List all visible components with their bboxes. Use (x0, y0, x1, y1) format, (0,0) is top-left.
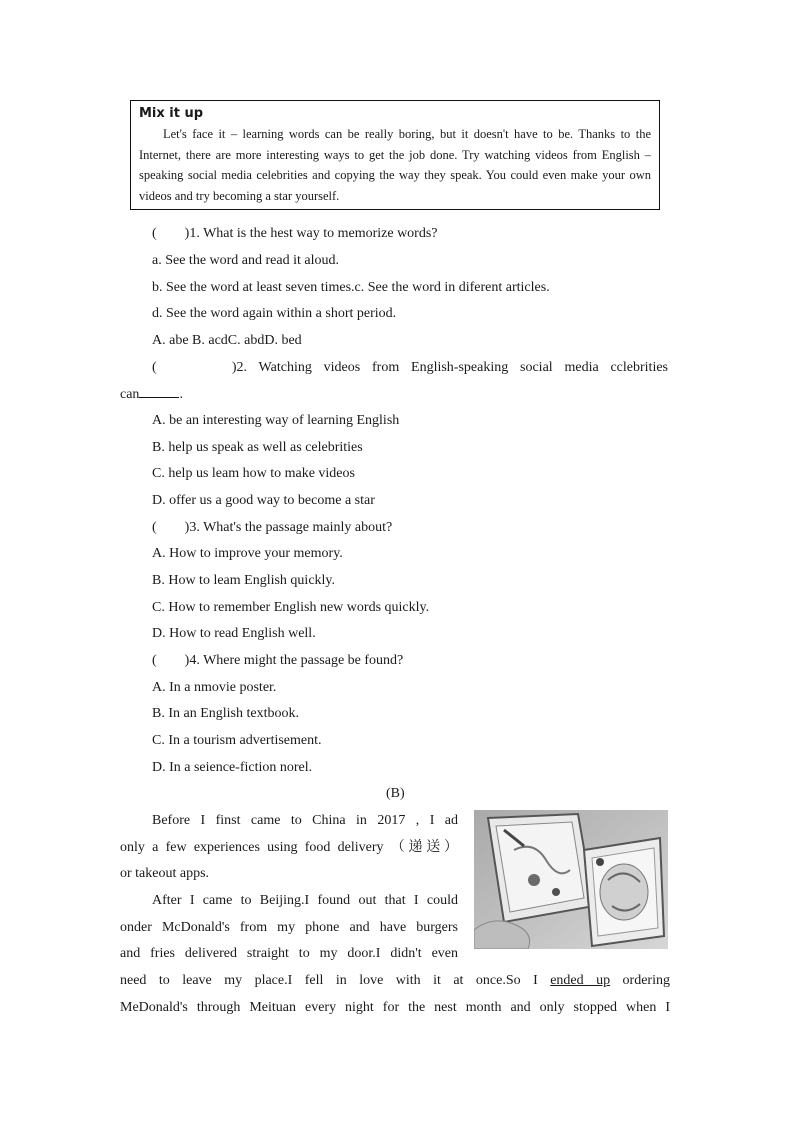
answer-blank (139, 385, 179, 398)
q2-option-c: C. help us leam how to make videos (152, 466, 355, 481)
passage-b-line-8: MeDonald's through Meituan every night for the nest month and only stopped when I (120, 1000, 670, 1015)
q1-stem: ( )1. What is the hest way to memorize words? (152, 226, 438, 241)
q2-option-b: B. help us speak as well as celebrities (152, 440, 363, 455)
q4-option-d: D. In a seience-fiction norel. (152, 760, 313, 775)
q3-option-d: D. How to read English well. (152, 626, 316, 641)
q2-stem: ( )2. Watching videos from English-speaking social media cclebrities (152, 360, 668, 375)
q4-option-a: A. In a nmovie poster. (152, 680, 277, 695)
passage-b-line-1: Before I finst came to China in 2017 , I ad (152, 813, 458, 828)
q3-option-b: B. How to leam English quickly. (152, 573, 336, 588)
q1-item-d: d. See the word again within a short period. (152, 306, 397, 321)
passage-box-body: Let's face it – learning words can be really boring, but it doesn't have to be. Thanks to the Internet, there are more interesting ways to get the job done. Try watching videos from English – speaking social media celebrities and copying the way they speak. You could even make your own videos and try becoming a star yourself. (139, 127, 651, 203)
q3-option-c: C. How to remember English new words quickly. (152, 600, 430, 615)
q2-stem-can: can (120, 387, 140, 402)
q1-item-a: a. See the word and read it aloud. (152, 253, 339, 268)
q2-stem-cont (120, 385, 183, 404)
underlined-phrase: ended up (550, 973, 611, 988)
q2-option-d: D. offer us a good way to become a star (152, 493, 375, 508)
passage-b-line-5: onder McDonald's from my phone and have burgers (120, 920, 458, 935)
food-container-photo (474, 810, 668, 949)
passage-b-line-2: only a few experiences using food delivery （递送） (120, 840, 458, 855)
passage-b-line-7-end: ordering (610, 973, 670, 988)
q2-option-a: A. be an interesting way of learning English (152, 413, 400, 428)
passage-box (130, 100, 660, 210)
q4-option-c: C. In a tourism advertisement. (152, 733, 322, 748)
passage-b-line-7-start: need to leave my place.I fell in love with it at once.So I (120, 973, 551, 988)
passage-b-line-3: or takeout apps. (120, 866, 210, 881)
passage-box-title: Mix it up (139, 106, 204, 121)
q4-option-b: B. In an English textbook. (152, 706, 299, 721)
q1-item-b: b. See the word at least seven times.c. See the word in diferent articles. (152, 280, 550, 295)
passage-b-line-6: and fries delivered straight to my door.I didn't even (120, 946, 458, 961)
q3-option-a: A. How to improve your memory. (152, 546, 343, 561)
passage-b-line-4: After I came to Beijing.I found out that I could (152, 893, 458, 908)
passage-b-line-7 (120, 972, 670, 990)
passage-box-text (139, 124, 651, 206)
passage-b-heading: (B) (386, 786, 405, 801)
q1-options: A. abe B. acdC. abdD. bed (152, 333, 302, 348)
q4-stem: ( )4. Where might the passage be found? (152, 653, 404, 668)
q3-stem: ( )3. What's the passage mainly about? (152, 520, 393, 535)
q2-stem-period: . (179, 387, 183, 402)
